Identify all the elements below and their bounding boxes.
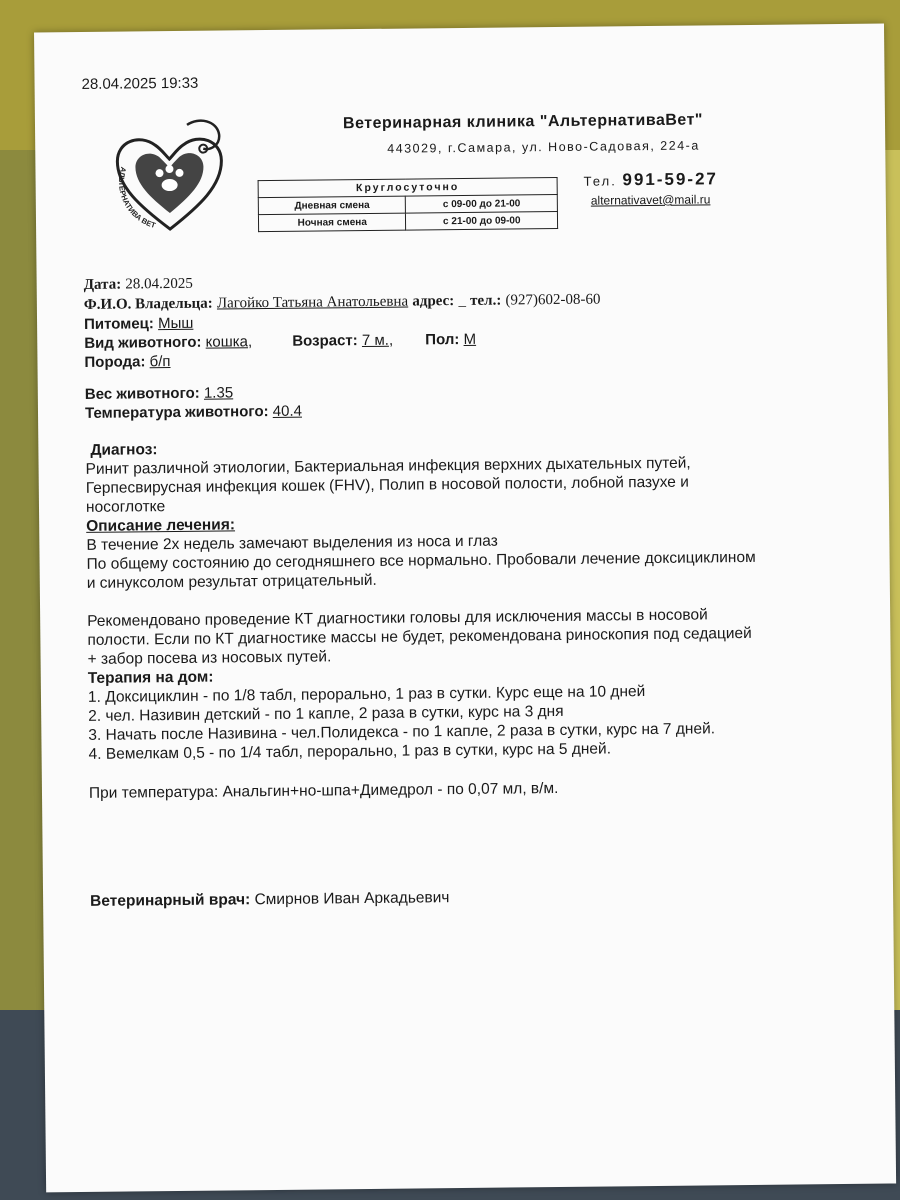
pet-label: Питомец: [83, 315, 154, 333]
age-value: 7 м. [361, 331, 389, 350]
hours-value: с 21-00 до 09-00 [406, 211, 558, 230]
diagnosis-label: Диагноз: [90, 441, 158, 459]
phone-number: 991-59-27 [622, 169, 719, 190]
clinic-email: alternativavet@mail.ru [590, 192, 711, 208]
age-field: Возраст: 7 м., [292, 331, 394, 350]
treatment-text [86, 528, 877, 593]
therapy-item: 4. Вемелкам 0,5 - по 1/4 табл, перорально, 1 раз в сутки, курс на 5 дней. [88, 740, 612, 763]
treatment-line: В течение 2х недель замечают выделения из носа и глаз [86, 532, 498, 554]
sex-value: М [463, 330, 477, 348]
address-value: _ [458, 292, 467, 310]
weight-label: Вес животного: [84, 384, 200, 403]
vet-name: Смирнов Иван Аркадьевич [254, 889, 450, 909]
species-field: Вид животного: кошка, [84, 333, 253, 352]
species-value: кошка [205, 333, 249, 351]
recommendation-line: полости. Если по КТ диагностике массы не будет, рекомендована риноскопия под седацией [87, 624, 752, 649]
diagnosis-line: Ринит различной этиологии, Бактериальная инфекция верхних дыхательных путей, [85, 454, 691, 478]
recommendation-line: Рекомендовано проведение КТ диагностики головы для исключения массы в носовой [87, 606, 708, 630]
recommendation-line: + забор посева из носовых путей. [87, 648, 332, 668]
phone-prefix: Тел. [583, 173, 617, 189]
hours-header: Круглосуточно [258, 177, 557, 197]
vet-label: Ветеринарный врач: [90, 891, 251, 910]
tel-label: тел.: [470, 292, 502, 309]
owner-label: Ф.И.О. Владельца: [83, 295, 213, 313]
sex-field [425, 331, 476, 349]
owner-value: Лагойко Татьяна Анатольевна [216, 293, 409, 312]
age-label: Возраст: [292, 332, 358, 350]
sex-label: Пол: [425, 331, 460, 349]
breed-field [84, 353, 170, 371]
diagnosis-text [86, 452, 867, 517]
pet-value: Мыш [157, 314, 194, 333]
logo-text: АЛЬТЕРНАТИВА ВЕТ [116, 165, 157, 230]
therapy-list [88, 680, 879, 764]
date-value: 28.04.2025 [125, 275, 193, 293]
temperature-value: 40.4 [272, 402, 303, 420]
fever-note: При температура: Анальгин+но-шпа+Димедрол - по 0,07 мл, в/м. [88, 780, 559, 802]
temperature-field [85, 403, 302, 422]
clinic-address: 443029, г.Самара, ул. Ново-Садовая, 224-а [387, 138, 700, 156]
hours-value: с 09-00 до 21-00 [406, 194, 558, 213]
treatment-label: Описание лечения: [86, 516, 236, 535]
breed-value: б/п [149, 353, 171, 371]
therapy-item: 2. чел. Називин детский - по 1 капле, 2 раза в сутки, курс на 3 дня [88, 702, 564, 725]
treatment-line: и синуксолом результат отрицательный. [86, 571, 377, 592]
vet-signature [90, 888, 450, 911]
working-hours-table [258, 177, 559, 232]
recommendation-text [87, 604, 878, 669]
clinic-phone [584, 169, 719, 190]
therapy-item: 3. Начать после Називина - чел.Полидекса - по 1 капле, 2 раза в сутки, курс на 7 дней. [88, 720, 716, 744]
clinic-name: Ветеринарная клиника "АльтернативаВет" [342, 111, 704, 133]
therapy-item: 1. Доксициклин - по 1/8 табл, перорально, 1 раз в сутки. Курс еще на 10 дней [87, 683, 646, 706]
document-sheet [34, 24, 896, 1193]
weight-value: 1.35 [203, 384, 234, 402]
tel-value: (927)602-08-60 [505, 291, 601, 309]
breed-label: Порода: [84, 353, 146, 371]
diagnosis-line: носоглотке [85, 498, 166, 516]
owner-field [84, 291, 601, 314]
hours-label: Дневная смена [258, 196, 406, 215]
clinic-logo [99, 110, 240, 241]
print-timestamp: 28.04.2025 19:33 [81, 74, 199, 93]
date-field [84, 275, 193, 294]
therapy-label: Терапия на дом: [87, 668, 214, 687]
date-label: Дата: [83, 276, 122, 293]
pet-field [84, 315, 193, 333]
treatment-line: По общему состоянию до сегодняшнего все нормально. Пробовали лечение доксициклином [86, 548, 756, 573]
hours-label: Ночная смена [258, 213, 406, 232]
weight-field [85, 384, 233, 403]
species-label: Вид животного: [84, 333, 202, 352]
temperature-label: Температура животного: [84, 403, 269, 422]
diagnosis-line: Герпесвирусная инфекция кошек (FHV), Полип в носовой полости, лобной пазухе и [85, 473, 689, 497]
address-label: адрес: [412, 293, 455, 310]
